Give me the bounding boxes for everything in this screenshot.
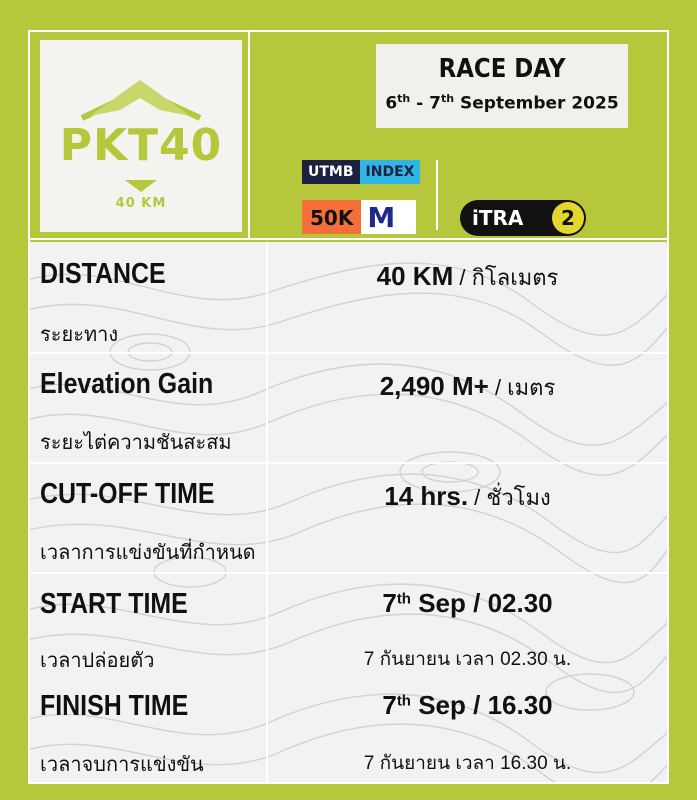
distance-label: DISTANCE	[40, 258, 166, 290]
distance-value: 40 KM / กิโลเมตร	[376, 261, 559, 291]
itra-badge	[460, 200, 586, 236]
finish-time-value-thai: 7 กันยายน เวลา 16.30 น.	[363, 753, 572, 774]
race-day-box	[376, 44, 628, 128]
utmb-label: UTMB	[302, 160, 360, 184]
start-time-label-thai: เวลาปล่อยตัว	[40, 650, 155, 672]
distance-label-thai: ระยะทาง	[40, 324, 119, 346]
finish-time-label-thai: เวลาจบการแข่งขัน	[40, 754, 204, 776]
elevation-label-thai: ระยะไต่ความชันสะสม	[40, 432, 232, 454]
row-start-time	[30, 574, 667, 674]
race-details-table	[30, 242, 667, 782]
itra-points: 2	[552, 202, 584, 234]
utmb-index-badge	[302, 160, 420, 184]
cutoff-label-thai: เวลาการแข่งขันที่กำหนด	[40, 542, 256, 564]
pkt40-logo	[40, 40, 242, 232]
cutoff-value: 14 hrs. / ชั่วโมง	[384, 481, 551, 511]
header-divider	[248, 32, 250, 240]
info-card	[28, 30, 669, 784]
start-time-value: 7th Sep / 02.30	[382, 588, 553, 618]
row-cutoff	[30, 464, 667, 572]
itra-label: iTRA	[472, 206, 524, 230]
badge-divider	[436, 160, 438, 230]
finish-time-value: 7th Sep / 16.30	[382, 690, 553, 720]
index-label: INDEX	[360, 160, 421, 184]
row-finish-time	[30, 676, 667, 782]
cutoff-label: CUT-OFF TIME	[40, 478, 215, 510]
row-elevation	[30, 354, 667, 462]
m-logo: M	[367, 200, 396, 234]
logo-title: PKT40	[59, 120, 223, 171]
elevation-label: Elevation Gain	[40, 368, 214, 400]
start-time-label: START TIME	[40, 588, 188, 620]
row-distance	[30, 242, 667, 352]
50k-label: 50K	[302, 200, 361, 234]
race-date: 6th - 7th September 2025	[385, 92, 619, 114]
utmb-50k-badge	[302, 200, 416, 234]
card-header	[30, 32, 667, 240]
elevation-value: 2,490 M+ / เมตร	[379, 371, 556, 401]
race-day-title: RACE DAY	[438, 54, 566, 84]
logo-subtitle: 40 KM	[115, 196, 167, 211]
finish-time-label: FINISH TIME	[40, 690, 189, 722]
start-time-value-thai: 7 กันยายน เวลา 02.30 น.	[363, 649, 572, 670]
